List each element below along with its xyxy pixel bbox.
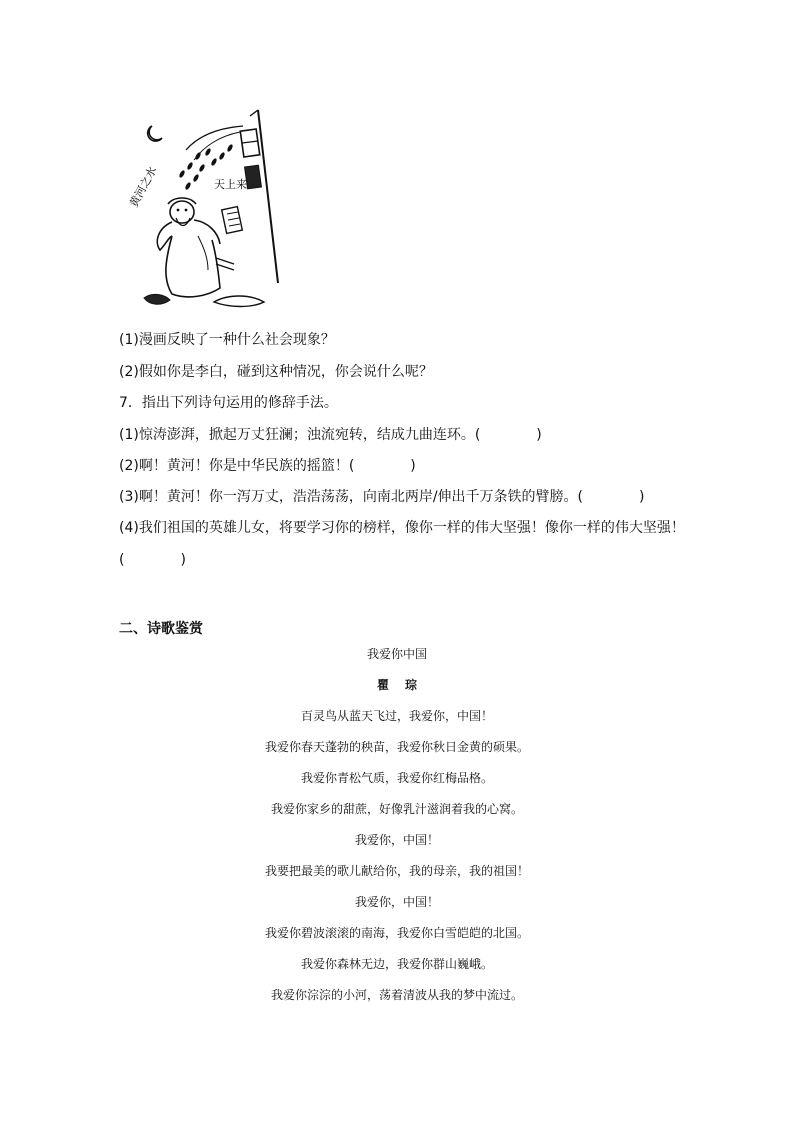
poem-line: 我爱你淙淙的小河，荡着清波从我的梦中流过。 xyxy=(270,988,523,1002)
question-7-item-3: (3)啊！黄河！你一泻万丈，浩浩荡荡，向南北两岸/伸出千万条铁的臂膀。( ) xyxy=(119,489,645,505)
poem-line: 我爱你，中国！ xyxy=(354,833,439,847)
cartoon-illustration xyxy=(127,108,288,318)
poem-author-char-1: 瞿 xyxy=(376,678,389,692)
poem-line: 我爱你青松气质，我爱你红梅品格。 xyxy=(300,771,493,785)
section-title: 二、诗歌鉴赏 xyxy=(119,621,203,637)
poem-author xyxy=(0,676,794,694)
poem-line: 我爱你家乡的甜蔗，好像乳汁滋润着我的心窝。 xyxy=(270,802,523,816)
poem-line: 百灵鸟从蓝天飞过，我爱你，中国！ xyxy=(300,709,493,723)
question-7-item-4-answer: ( ) xyxy=(119,552,186,568)
cartoon-caption-left: 黄河之水 xyxy=(127,164,160,210)
poem-line: 我爱你春天蓬勃的秧苗，我爱你秋日金黄的硕果。 xyxy=(264,740,529,754)
question-7-heading: 7．指出下列诗句运用的修辞手法。 xyxy=(119,395,338,411)
poem-title: 我爱你中国 xyxy=(366,647,427,661)
poem-author-char-2: 琮 xyxy=(405,678,418,692)
question-2: (2)假如你是李白，碰到这种情况，你会说什么呢？ xyxy=(119,364,433,380)
question-1: (1)漫画反映了一种什么社会现象？ xyxy=(119,332,335,348)
moon-icon xyxy=(148,126,162,141)
poem-line: 我爱你，中国！ xyxy=(354,895,439,909)
question-7-item-1: (1)惊涛澎湃，掀起万丈狂澜；浊流宛转，结成九曲连环。( ) xyxy=(119,427,542,443)
cartoon-caption-right: 天上来 xyxy=(214,178,247,191)
question-7-item-4: (4)我们祖国的英雄儿女，将要学习你的榜样，像你一样的伟大坚强！像你一样的伟大坚强！ xyxy=(119,520,685,536)
poem-line: 我爱你森林无边，我爱你群山巍峨。 xyxy=(300,957,493,971)
poem-line: 我要把最美的歌儿献给你，我的母亲，我的祖国！ xyxy=(264,864,529,878)
question-7-item-2: (2)啊！黄河！你是中华民族的摇篮！( ) xyxy=(119,458,416,474)
poem-line: 我爱你碧波滚滚的南海，我爱你白雪皑皑的北国。 xyxy=(264,926,529,940)
